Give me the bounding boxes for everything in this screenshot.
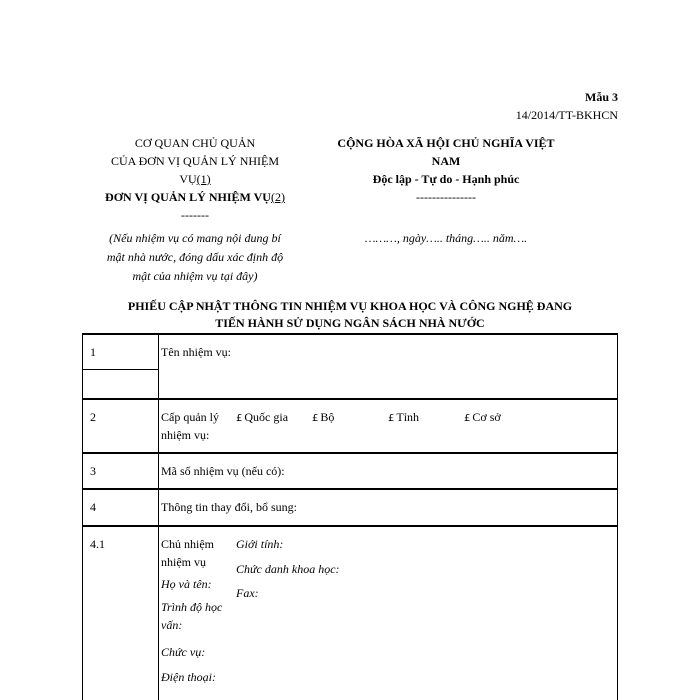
education-label-line1: Trình độ học (161, 600, 223, 614)
principal-investigator-block (161, 535, 236, 686)
form-title-line1: PHIẾU CẬP NHẬT THÔNG TIN NHIỆM VỤ KHOA HỌC VÀ CÔNG NGHỆ ĐANG (127, 299, 573, 313)
right-dashes: --------------- (416, 190, 476, 204)
left-dashes: ------- (181, 208, 209, 222)
form-title (80, 298, 620, 332)
checkbox-icon: £ (312, 413, 319, 424)
fax-label: Fax: (236, 586, 259, 600)
form-title-line2: TIẾN HÀNH SỬ DỤNG NGÂN SÁCH NHÀ NƯỚC (215, 316, 485, 330)
change-info-label: Thông tin thay đổi, bổ sung: (161, 500, 297, 514)
row1-inner-divider (82, 369, 159, 370)
management-level-label-line2: nhiệm vụ: (161, 428, 210, 442)
table-top-border (82, 333, 618, 335)
row2-bottom (82, 452, 618, 454)
row41-number: 4.1 (90, 537, 105, 551)
phone-label: Điện thoại: (161, 670, 216, 684)
secrecy-note-line3: mật của nhiệm vụ tại đây) (132, 269, 258, 283)
option-national[interactable] (236, 408, 288, 428)
option-national-label: Quốc gia (244, 410, 289, 424)
governing-agency-line2: CỦA ĐƠN VỊ QUẢN LÝ NHIỆM (110, 154, 280, 168)
managing-unit-line: ĐƠN VỊ QUẢN LÝ NHIỆM VỤ(2) (105, 190, 285, 204)
option-local[interactable] (464, 408, 501, 428)
management-level-label-line1: Cấp quản lý (161, 410, 219, 424)
management-level-label (161, 408, 219, 444)
checkbox-icon: £ (464, 413, 471, 424)
option-province[interactable] (388, 408, 419, 428)
option-ministry-label: Bộ (320, 410, 335, 424)
date-line: ………, ngày….. tháng….. năm…. (364, 231, 528, 245)
governing-agency-line1: CƠ QUAN CHỦ QUẢN (134, 136, 256, 150)
row3-number: 3 (90, 464, 96, 478)
row4-bottom (82, 525, 618, 527)
governing-agency-line3: VỤ(1) (179, 172, 211, 186)
row4-number: 4 (90, 500, 96, 514)
row3-bottom (82, 488, 618, 490)
circular-number: 14/2014/TT-BKHCN (515, 108, 618, 122)
table-left-border (82, 333, 83, 700)
form-code: Mẫu 3 (585, 90, 618, 104)
option-local-label: Cơ sở (472, 410, 501, 424)
table-right-border (617, 333, 618, 700)
secrecy-note-line1: (Nếu nhiệm vụ có mang nội dung bí (109, 231, 281, 245)
checkbox-icon: £ (388, 413, 395, 424)
option-ministry[interactable] (312, 408, 334, 428)
motto: Độc lập - Tự do - Hạnh phúc (372, 172, 520, 186)
position-label: Chức vụ: (161, 645, 206, 659)
checkbox-icon: £ (236, 413, 243, 424)
gender-label: Giới tính: (236, 537, 284, 551)
task-name-label: Tên nhiệm vụ: (161, 345, 231, 359)
task-code-label: Mã số nhiệm vụ (nếu có): (161, 464, 285, 478)
option-province-label: Tỉnh (396, 410, 420, 424)
principal-investigator-label-line1: Chủ nhiệm (161, 537, 214, 551)
row2-number: 2 (90, 410, 96, 424)
academic-title-label: Chức danh khoa học: (236, 562, 340, 576)
republic-line2: NAM (431, 154, 461, 168)
secrecy-note (80, 229, 310, 286)
right-header-block (312, 134, 580, 206)
row1-number: 1 (90, 345, 96, 359)
table-column-divider (158, 333, 159, 700)
principal-investigator-label-line2: nhiệm vụ (161, 555, 206, 569)
secrecy-note-line2: mật nhà nước, đóng dấu xác định độ (106, 250, 284, 264)
republic-line1: CỘNG HÒA XÃ HỘI CHỦ NGHĨA VIỆT (337, 136, 555, 150)
full-name-label: Họ và tên: (161, 577, 212, 591)
education-label-line2: vấn: (161, 618, 183, 632)
row1-bottom (82, 398, 618, 400)
left-header-block (80, 134, 310, 224)
